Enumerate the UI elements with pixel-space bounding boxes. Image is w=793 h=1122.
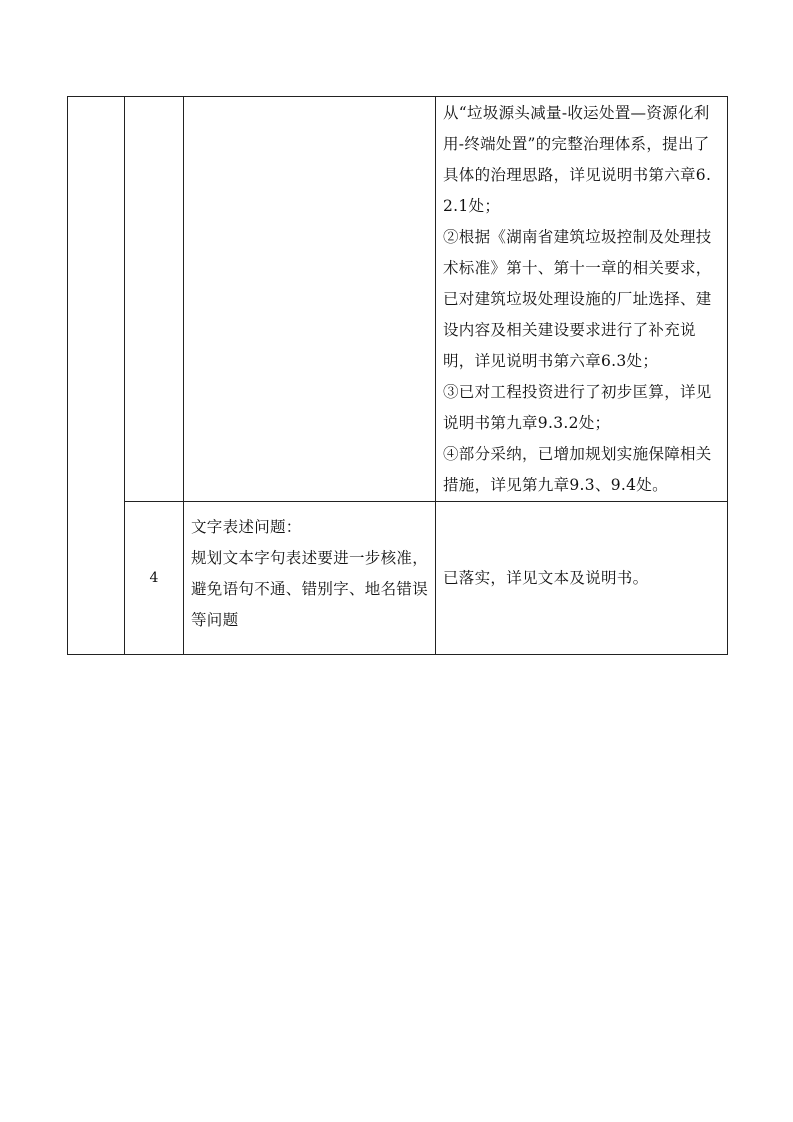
- issue-cell: [184, 502, 436, 655]
- response-cell: [436, 97, 728, 502]
- review-response-table: [67, 96, 728, 655]
- issue-text: [184, 502, 435, 636]
- issue-cell: [184, 97, 436, 502]
- issue-title: 文字表述问题：: [191, 518, 302, 536]
- response-paragraph: ④部分采纳，已增加规划实施保障相关措施，详见第九章9.3、9.4处。: [443, 445, 712, 494]
- response-paragraph: 从“垃圾源头减量-收运处置—资源化利用-终端处置”的完整治理体系，提出了具体的治理思路，详见说明书第六章6.2.1处；: [443, 104, 712, 215]
- response-paragraph: ③已对工程投资进行了初步匡算，详见说明书第九章9.3.2处；: [443, 383, 712, 432]
- number-cell: 4: [125, 502, 184, 655]
- table-row: [68, 97, 728, 502]
- response-text: 已落实，详见文本及说明书。: [443, 568, 649, 587]
- response-cell: [436, 502, 728, 655]
- issue-body: 规划文本字句表述要进一步核准，避免语句不通、错别字、地名错误等问题: [191, 549, 429, 629]
- category-cell: [68, 97, 125, 655]
- response-paragraph: ②根据《湖南省建筑垃圾控制及处理技术标准》第十、第十一章的相关要求，已对建筑垃圾处理设施的厂址选择、建设内容及相关建设要求进行了补充说明，详见说明书第六章6.3处；: [443, 228, 712, 370]
- response-text: [436, 97, 727, 501]
- number-cell: [125, 97, 184, 502]
- table-row: [68, 502, 728, 655]
